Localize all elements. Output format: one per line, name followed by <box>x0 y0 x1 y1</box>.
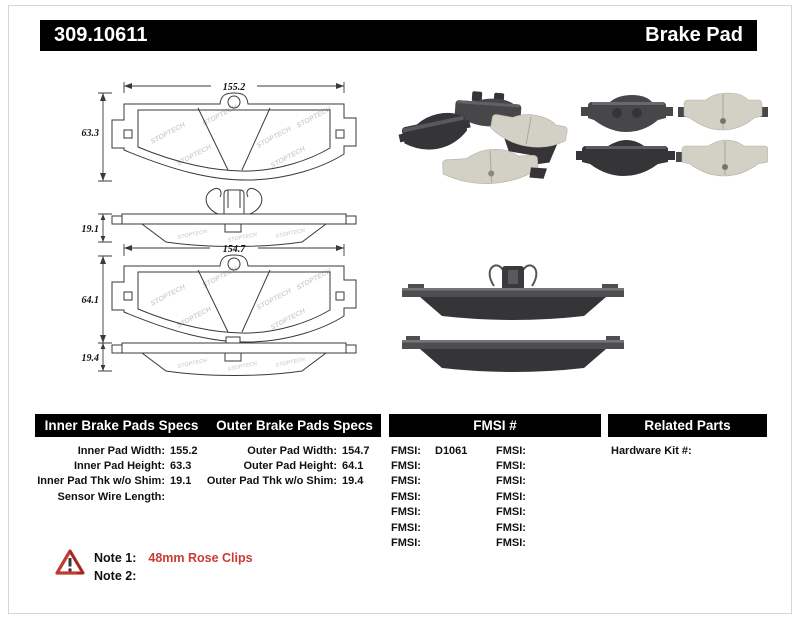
fmsi-row <box>391 489 491 504</box>
related-parts-header-bar <box>608 414 767 437</box>
fmsi-label: FMSI: <box>496 506 526 519</box>
spec-value: 63.3 <box>170 460 192 473</box>
inner-specs-column <box>33 443 209 505</box>
watermark-text: STOPTECH <box>269 307 307 332</box>
fmsi-row <box>496 458 596 473</box>
brake-pad-photo <box>576 140 675 176</box>
spec-label: Inner Pad Width: <box>77 444 165 457</box>
watermark-text: STOPTECH <box>177 357 208 370</box>
outer-specs-column <box>205 443 381 489</box>
fmsi-row <box>391 535 491 550</box>
note-1-value: 48mm Rose Clips <box>148 551 253 565</box>
part-number: 309.10611 <box>54 24 148 46</box>
fmsi-row <box>496 505 596 520</box>
dimension-label: 63.3 <box>81 128 99 139</box>
fmsi-column-1 <box>391 443 491 551</box>
watermark-text: STOPTECH <box>255 125 293 150</box>
outer-specs-title: Outer Brake Pads Specs <box>216 418 373 433</box>
pads-specs-header-bar <box>35 414 381 437</box>
brake-pad-photo <box>402 336 624 372</box>
fmsi-label: FMSI: <box>391 490 421 503</box>
related-part-label: Hardware Kit #: <box>611 444 692 457</box>
fmsi-label: FMSI: <box>496 460 526 473</box>
dimension-label: 155.2 <box>222 82 246 93</box>
inner-pad-thickness-dimension <box>82 214 113 242</box>
inner-pad-height-dimension <box>82 93 113 181</box>
outer-pad-width-dimension <box>124 244 344 256</box>
spec-label: Inner Pad Thk w/o Shim: <box>37 475 165 488</box>
product-photo-pads-edge-view <box>390 248 636 380</box>
fmsi-label: FMSI: <box>391 537 421 550</box>
watermark-text: STOPTECH <box>175 143 213 168</box>
product-photo-pads-angled <box>398 88 576 192</box>
related-part-row <box>611 443 767 458</box>
spec-row <box>205 474 381 489</box>
watermark-text: STOPTECH <box>295 267 333 292</box>
fmsi-row <box>391 474 491 489</box>
fmsi-row <box>496 489 596 504</box>
fmsi-label: FMSI: <box>496 490 526 503</box>
watermark-text: STOPTECH <box>149 121 187 146</box>
watermark-text: STOPTECH <box>175 305 213 330</box>
inner-pad-front-drawing <box>112 93 356 180</box>
watermark-text: STOPTECH <box>227 231 258 244</box>
outer-pad-height-dimension <box>82 256 113 343</box>
note-1-label: Note 1: <box>94 551 137 565</box>
dimension-label: 19.4 <box>81 353 99 364</box>
fmsi-row <box>496 535 596 550</box>
spec-label: Inner Pad Height: <box>73 460 165 473</box>
spec-label: Outer Pad Width: <box>247 444 337 457</box>
fmsi-label: FMSI: <box>496 521 526 534</box>
watermark-text: STOPTECH <box>275 356 306 369</box>
spec-value: 154.7 <box>342 444 370 457</box>
spec-value: 155.2 <box>170 444 198 457</box>
fmsi-row <box>391 443 491 458</box>
related-parts-column <box>611 443 767 458</box>
note-1 <box>94 551 253 565</box>
title-bar <box>40 20 757 51</box>
spec-row <box>33 443 209 458</box>
fmsi-column-2 <box>496 443 596 551</box>
note-2-label: Note 2: <box>94 569 137 583</box>
dimension-label: 64.1 <box>81 295 99 306</box>
fmsi-row <box>391 458 491 473</box>
watermark-text: STOPTECH <box>201 265 239 290</box>
fmsi-row <box>496 520 596 535</box>
spec-label: Outer Pad Height: <box>243 460 337 473</box>
spec-label: Outer Pad Thk w/o Shim: <box>206 475 337 488</box>
fmsi-row <box>496 443 596 458</box>
technical-drawings <box>30 66 380 381</box>
spec-row <box>205 458 381 473</box>
outer-pad-side-drawing <box>112 337 356 376</box>
watermark-text: STOPTECH <box>227 360 258 373</box>
product-name: Brake Pad <box>645 24 743 46</box>
warning-icon <box>55 548 85 576</box>
fmsi-row <box>496 474 596 489</box>
spec-row <box>33 489 209 504</box>
dimension-label: 19.1 <box>81 224 99 235</box>
fmsi-label: FMSI: <box>496 475 526 488</box>
inner-pad-side-drawing <box>112 188 356 246</box>
watermark-text: STOPTECH <box>255 287 293 312</box>
fmsi-label: FMSI: <box>391 521 421 534</box>
related-parts-title: Related Parts <box>644 418 731 433</box>
spec-label: Sensor Wire Length: <box>57 490 165 503</box>
fmsi-header-bar <box>389 414 601 437</box>
fmsi-row <box>391 505 491 520</box>
fmsi-label: FMSI: <box>391 444 421 457</box>
outer-pad-thickness-dimension <box>82 343 113 371</box>
spec-value: 64.1 <box>342 460 364 473</box>
product-photo-pad-set <box>576 88 768 182</box>
fmsi-label: FMSI: <box>391 506 421 519</box>
note-2 <box>94 569 148 583</box>
fmsi-label: FMSI: <box>391 460 421 473</box>
brake-pad-photo <box>402 265 624 320</box>
fmsi-row <box>391 520 491 535</box>
brake-pad-photo <box>581 95 673 132</box>
spec-value: 19.1 <box>170 475 192 488</box>
watermark-text: STOPTECH <box>201 103 239 128</box>
inner-specs-title: Inner Brake Pads Specs <box>44 418 199 433</box>
outer-pad-front-drawing <box>112 255 356 342</box>
inner-pad-width-dimension <box>124 82 344 93</box>
spec-row <box>205 443 381 458</box>
fmsi-label: FMSI: <box>391 475 421 488</box>
watermark-text: STOPTECH <box>295 105 333 130</box>
fmsi-label: FMSI: <box>496 537 526 550</box>
spec-row <box>33 458 209 473</box>
watermark-text: STOPTECH <box>275 227 306 240</box>
watermark-text: STOPTECH <box>177 228 208 241</box>
watermark-text: STOPTECH <box>149 283 187 308</box>
fmsi-title: FMSI # <box>473 418 517 433</box>
dimension-label: 154.7 <box>222 244 246 255</box>
fmsi-value: D1061 <box>435 444 468 457</box>
watermark-text: STOPTECH <box>269 145 307 170</box>
fmsi-label: FMSI: <box>496 444 526 457</box>
spec-row <box>33 474 209 489</box>
spec-value: 19.4 <box>342 475 364 488</box>
brake-pad-photo <box>678 93 768 130</box>
brake-pad-photo <box>676 140 768 176</box>
